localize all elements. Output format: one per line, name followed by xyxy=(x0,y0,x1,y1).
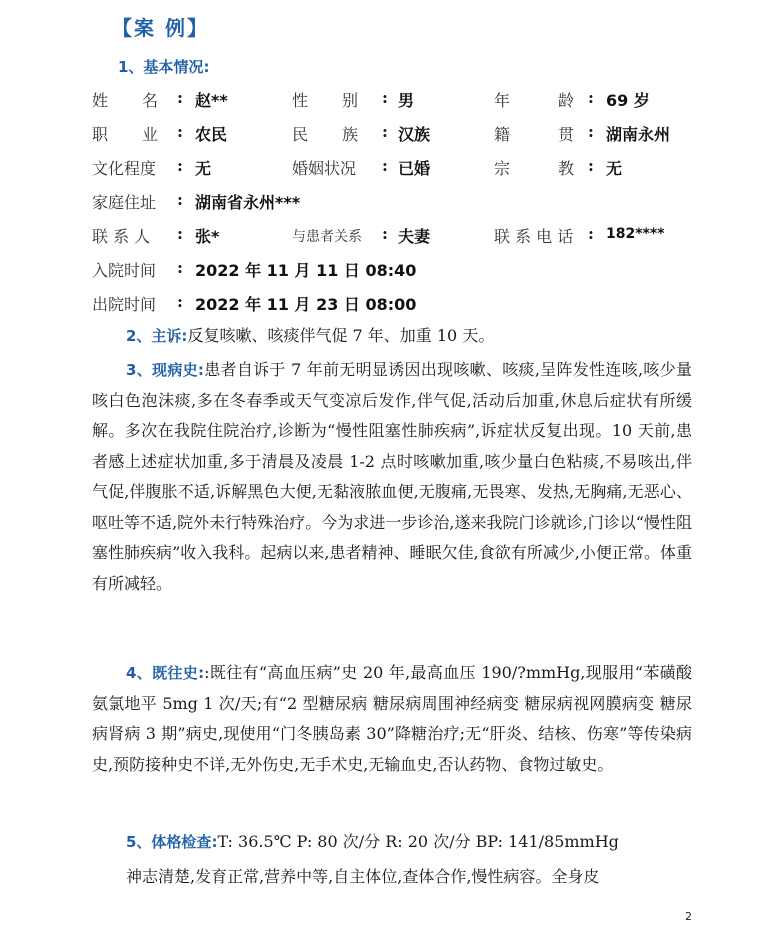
native-value: 湖南永州 xyxy=(606,125,671,144)
admit-label: 入院时间 xyxy=(92,261,157,280)
religion-label: 宗 教 xyxy=(494,159,574,178)
contact-value: 张* xyxy=(195,227,220,246)
name-value: 赵** xyxy=(195,91,228,110)
colon: : xyxy=(177,224,183,243)
colon: : xyxy=(177,122,183,141)
phone-value: 182**** xyxy=(606,226,665,242)
physical-exam-text: 神志清楚,发育正常,营养中等,自主体位,查体合作,慢性病容。全身皮 xyxy=(126,867,600,886)
edu-label: 文化程度 xyxy=(92,159,157,178)
physical-exam-paragraph xyxy=(92,827,692,858)
native-label: 籍 贯 xyxy=(494,125,574,144)
colon: : xyxy=(177,156,183,175)
colon: : xyxy=(588,88,594,107)
contact-label: 联 系 人 xyxy=(92,227,151,246)
relation-value: 夫妻 xyxy=(398,227,431,246)
job-label: 职 业 xyxy=(92,125,158,144)
religion-value: 无 xyxy=(606,159,623,178)
info-row-address xyxy=(0,190,760,224)
present-illness-paragraph xyxy=(92,355,692,599)
physical-exam-vitals: T: 36.5℃ P: 80 次/分 R: 20 次/分 BP: 141/85mmHg xyxy=(217,832,619,851)
info-row-admit xyxy=(0,258,760,292)
admit-value: 2022 年 11 月 11 日 08:40 xyxy=(195,261,417,280)
colon: : xyxy=(382,224,388,243)
address-value: 湖南省永州*** xyxy=(195,193,301,212)
colon: : xyxy=(382,156,388,175)
colon: : xyxy=(177,292,183,311)
gender-label: 性 别 xyxy=(292,91,358,110)
past-history-heading: 4、既往史: xyxy=(126,664,205,682)
colon: : xyxy=(177,88,183,107)
colon: : xyxy=(382,122,388,141)
colon: : xyxy=(588,224,594,243)
name-label: 姓 名 xyxy=(92,91,158,110)
job-value: 农民 xyxy=(195,125,228,144)
complaint-heading: 2、主诉: xyxy=(126,327,188,345)
colon: : xyxy=(177,190,183,209)
marital-value: 已婚 xyxy=(398,159,431,178)
gender-value: 男 xyxy=(398,91,415,110)
age-value: 69 岁 xyxy=(606,91,650,110)
complaint-paragraph xyxy=(92,321,692,352)
relation-label: 与患者关系 xyxy=(292,229,362,245)
colon: : xyxy=(588,156,594,175)
info-row-edu xyxy=(0,156,760,190)
present-illness-heading: 3、现病史: xyxy=(126,361,204,379)
colon: : xyxy=(382,88,388,107)
colon: : xyxy=(588,122,594,141)
physical-exam-heading: 5、体格检查: xyxy=(126,833,218,851)
section-basic-heading: 1、基本情况: xyxy=(118,58,210,76)
marital-label: 婚姻状况 xyxy=(292,159,357,178)
info-row-job xyxy=(0,122,760,156)
complaint-text: 反复咳嗽、咳痰伴气促 7 年、加重 10 天。 xyxy=(187,326,495,345)
info-row-name xyxy=(0,88,760,122)
address-label: 家庭住址 xyxy=(92,193,157,212)
discharge-value: 2022 年 11 月 23 日 08:00 xyxy=(195,295,417,314)
colon: : xyxy=(177,258,183,277)
past-history-paragraph xyxy=(92,658,692,780)
present-illness-text: 患者自诉于 7 年前无明显诱因出现咳嗽、咳痰,呈阵发性连咳,咳少量咳白色泡沫痰,多在冬春季或天气变凉后发作,伴气促,活动后加重,休息后症状有所缓解。多次在我院住院治疗,诊断为“慢性阻塞性肺疾病”,诉症状反复出现。10 天前,患者感上述症状加重,多于清晨及凌晨 1-2 点时咳嗽加重,咳少量白色粘痰,不易咳出,伴气促,伴腹胀不适,诉解黑色大便,无黏液脓血便,无腹痛,无畏寒、发热,无胸痛,无恶心、呕吐等不适,院外未行特殊治疗。今为求进一步诊治,遂来我院门诊就诊,门诊以“慢性阻塞性肺疾病”收入我科。起病以来,患者精神、睡眠欠佳,食欲有所减少,小便正常。体重有所减轻。 xyxy=(92,360,693,593)
case-title: 【案 例】 xyxy=(112,16,209,40)
phone-label: 联 系 电 话 xyxy=(494,227,574,246)
ethnic-label: 民 族 xyxy=(292,125,358,144)
info-row-contact xyxy=(0,224,760,258)
page-number: 2 xyxy=(685,910,692,923)
age-label: 年 龄 xyxy=(494,91,574,110)
past-history-text: :既往有“高血压病”史 20 年,最高血压 190/?mmHg,现服用“苯磺酸氨氯地平 5mg 1 次/天;有“2 型糖尿病 糖尿病周围神经病变 糖尿病视网膜病变 糖尿病肾病 3 期”病史,现使用“门冬胰岛素 30”降糖治疗;无“肝炎、结核、伤寒”等传染病史,预防接种史不详,无外伤史,无手术史,无输血史,否认药物、食物过敏史。 xyxy=(92,663,692,774)
discharge-label: 出院时间 xyxy=(92,295,157,314)
ethnic-value: 汉族 xyxy=(398,125,431,144)
edu-value: 无 xyxy=(195,159,212,178)
physical-exam-text-paragraph xyxy=(92,862,692,893)
